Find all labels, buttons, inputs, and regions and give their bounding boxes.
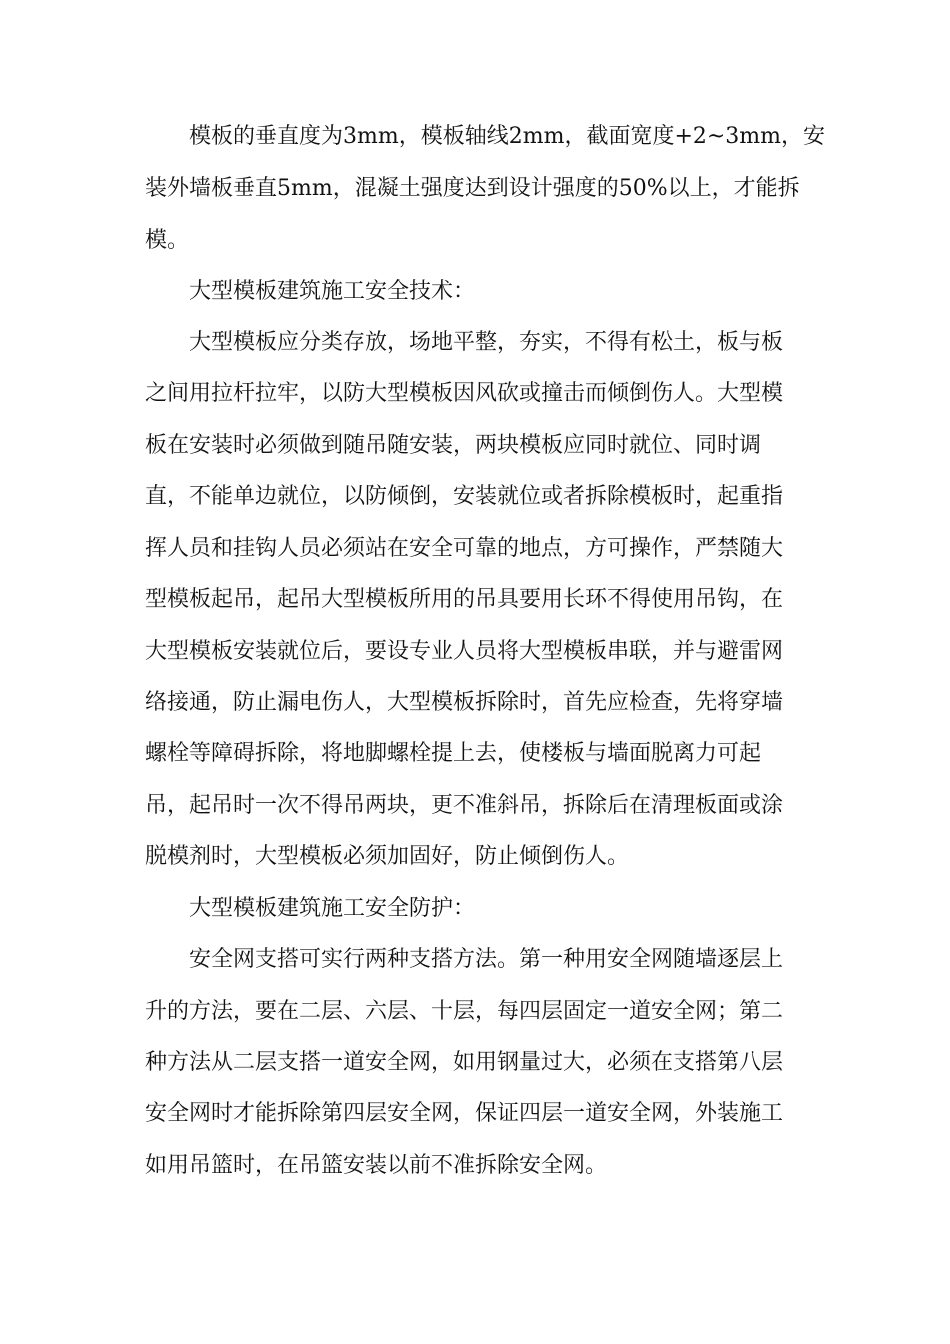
paragraph-2-line-1: 大型模板应分类存放，场地平整，夯实，不得有松土，板与板 (189, 330, 784, 355)
paragraph-2-line-2: 之间用拉杆拉牢，以防大型模板因风砍或撞击而倾倒伤人。大型模 (145, 381, 784, 406)
paragraph-3-line-1: 安全网支搭可实行两种支搭方法。第一种用安全网随墙逐层上 (189, 947, 784, 972)
section-heading-technology: 大型模板建筑施工安全技术： (189, 279, 476, 304)
paragraph-2-line-8: 络接通，防止漏电伤人，大型模板拆除时，首先应检查，先将穿墙 (145, 690, 784, 715)
paragraph-3-line-2: 升的方法，要在二层、六层、十层，每四层固定一道安全网；第二 (145, 999, 784, 1024)
paragraph-2-line-9: 螺栓等障碍拆除，将地脚螺栓提上去，使楼板与墙面脱离力可起 (145, 741, 762, 766)
paragraph-3-line-5: 如用吊篮时，在吊篮安装以前不准拆除安全网。 (145, 1153, 608, 1178)
paragraph-1-line-2: 装外墙板垂直5mm，混凝土强度达到设计强度的50%以上，才能拆 (145, 176, 800, 201)
paragraph-2-line-5: 挥人员和挂钩人员必须站在安全可靠的地点，方可操作，严禁随大 (145, 536, 784, 561)
paragraph-3-line-3: 种方法从二层支搭一道安全网，如用钢量过大，必须在支搭第八层 (145, 1050, 784, 1075)
paragraph-2-line-7: 大型模板安装就位后，要设专业人员将大型模板串联，并与避雷网 (145, 639, 784, 664)
paragraph-1-line-1: 模板的垂直度为3mm，模板轴线2mm，截面宽度+2~3mm，安 (189, 124, 826, 149)
paragraph-1-line-3: 模。 (145, 228, 190, 253)
paragraph-3-line-4: 安全网时才能拆除第四层安全网，保证四层一道安全网，外装施工 (145, 1101, 784, 1126)
paragraph-2-line-3: 板在安装时必须做到随吊随安装，两块模板应同时就位、同时调 (145, 433, 762, 458)
paragraph-2-line-4: 直，不能单边就位，以防倾倒，安装就位或者拆除模板时，起重指 (145, 484, 784, 509)
paragraph-2-line-6: 型模板起吊，起吊大型模板所用的吊具要用长环不得使用吊钩，在 (145, 587, 784, 612)
paragraph-2-line-10: 吊，起吊时一次不得吊两块，更不准斜吊，拆除后在清理板面或涂 (145, 793, 784, 818)
paragraph-2-line-11: 脱模剂时，大型模板必须加固好，防止倾倒伤人。 (145, 844, 630, 869)
section-heading-protection: 大型模板建筑施工安全防护： (189, 896, 476, 921)
